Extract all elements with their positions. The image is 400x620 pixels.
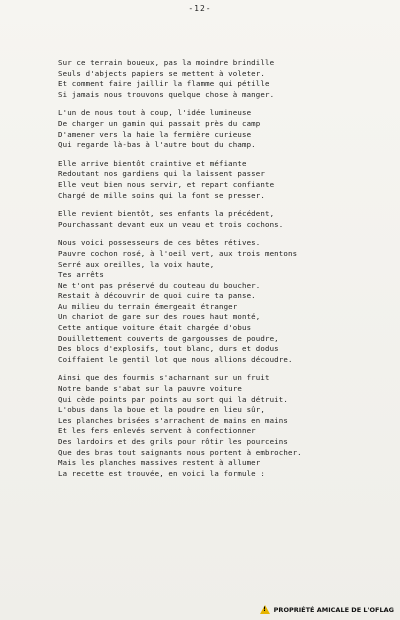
poem-line: Qui regarde là-bas à l'autre bout du champ. (58, 140, 256, 150)
poem-line: Redoutant nos gardiens qui la laissent passer (58, 169, 265, 179)
poem-line: Les planches brisées s'arrachent de mains en mains (58, 415, 288, 425)
page-number: -12- (188, 4, 212, 13)
poem-line: Si jamais nous trouvons quelque chose à manger. (58, 89, 275, 99)
warning-icon (260, 605, 270, 614)
poem-line: L'un de nous tout à coup, l'idée lumineuse (58, 108, 252, 118)
poem-line: La recette est trouvée, en voici la formule : (58, 468, 265, 478)
stanza (58, 373, 378, 479)
poem-line: Au milieu du terrain émergeait étranger (58, 301, 238, 311)
poem-line: Tes arrêts (58, 270, 104, 280)
poem-line: Qui cède points par points au sort qui la détruit. (58, 394, 288, 404)
poem-line: L'obus dans la boue et la poudre en lieu sûr, (58, 405, 265, 415)
poem-line: Restait à découvrir de quoi cuire ta panse. (58, 291, 256, 301)
poem-line: Coiffaient le gentil lot que nous allions découdre. (58, 354, 293, 364)
poem-line: Notre bande s'abat sur la pauvre voiture (58, 384, 242, 394)
poem-line: Sur ce terrain boueux, pas la moindre brindille (58, 58, 275, 67)
poem-line: Mais les planches massives restent à allumer (58, 458, 261, 468)
stanza (58, 238, 378, 365)
poem-line: Des blocs d'explosifs, tout blanc, durs et dodus (58, 344, 279, 354)
poem-body (58, 58, 378, 487)
poem-line: Ne t'ont pas préservé du couteau du boucher. (58, 280, 261, 290)
poem-line: Cette antique voiture était chargée d'obus (58, 323, 252, 333)
stanza (58, 209, 378, 230)
poem-line: Elle arrive bientôt craintive et méfiante (58, 158, 247, 168)
poem-line: Elle revient bientôt, ses enfants la précédent, (58, 209, 275, 219)
ownership-footer (260, 605, 394, 614)
poem-line: Des lardoirs et des grils pour rôtir les pourceins (58, 437, 288, 446)
poem-line: Serré aux oreilles, la voix haute, (58, 259, 215, 269)
poem-line: Nous voici possesseurs de ces bêtes rétives. (58, 238, 261, 248)
poem-line: Douillettement couverts de gargousses de poudre, (58, 333, 279, 343)
poem-line: Pauvre cochon rosé, à l'oeil vert, aux trois mentons (58, 248, 298, 258)
footer-label: PROPRIÉTÉ AMICALE DE L'OFLAG (273, 605, 394, 614)
poem-line: De charger un gamin qui passait près du camp (58, 118, 261, 128)
poem-line: Un chariot de gare sur des roues haut monté, (58, 312, 261, 322)
poem-line: Que des bras tout saignants nous portent à embrocher. (58, 447, 302, 457)
poem-line: Chargé de mille soins qui la font se presser. (58, 190, 265, 200)
stanza (58, 159, 378, 201)
poem-line: Ainsi que des fourmis s'acharnant sur un fruit (58, 373, 270, 383)
stanza (58, 108, 378, 150)
poem-line: Pourchassant devant eux un veau et trois cochons. (58, 219, 284, 229)
stanza (58, 58, 378, 100)
poem-line: Et les fers enlevés servent à confectionner (58, 426, 256, 436)
poem-line: Et comment faire jaillir la flamme qui pétille (58, 79, 270, 89)
poem-line: Elle veut bien nous servir, et repart confiante (58, 179, 275, 189)
poem-line: Seuls d'abjects papiers se mettent à voleter. (58, 68, 265, 78)
poem-line: D'amener vers la haie la fermière curieuse (58, 129, 252, 139)
